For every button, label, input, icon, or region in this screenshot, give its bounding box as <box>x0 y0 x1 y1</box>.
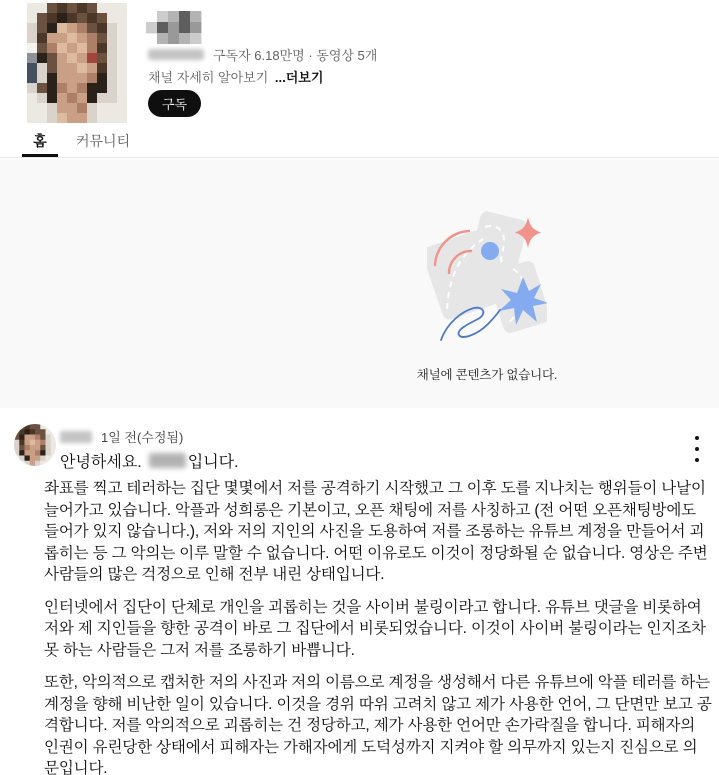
post-header <box>60 427 183 446</box>
channel-avatar[interactable] <box>27 3 127 123</box>
greeting-suffix: 입니다. <box>187 454 239 471</box>
channel-handle-redacted <box>148 49 204 60</box>
post-body <box>44 478 712 775</box>
post-paragraph: 좌표를 찍고 테러하는 집단 몇몇에서 저를 공격하기 시작했고 그 이후 도를 지나치는 행위들이 나날이 늘어가고 있습니다. 악플과 성희롱은 기본이고, 오픈 채팅에 저를 사칭하고 (전 어떤 오픈채팅방에도 들어가 있지 않습니다.), 저와 저의 지인의 사진을 도용하여 저를 조롱하는 유튜브 계정을 만들어서 괴롭히는 등 그 악의는 이루 말할 수 없습니다. 어떤 이유로도 이것이 정당화될 순 없습니다. 영상은 주변 사람들의 많은 걱정으로 인해 전부 내린 상태입니다. <box>44 480 708 583</box>
channel-description-text: 채널 자세히 알아보기 <box>148 70 269 85</box>
channel-description[interactable] <box>148 67 323 86</box>
no-content-illustration <box>427 211 547 353</box>
empty-state <box>412 211 562 383</box>
tab-community[interactable]: 커뮤니티 <box>76 133 131 149</box>
post-author-name-redacted[interactable] <box>60 431 92 443</box>
empty-message: 채널에 콘텐츠가 없습니다. <box>416 368 558 382</box>
post-paragraph: 인터넷에서 집단이 단체로 개인을 괴롭히는 것을 사이버 불링이라고 합니다. 유튜브 댓글을 비롯하여 저와 제 지인들을 향한 공격이 바로 그 집단에서 비롯되었습니다. 이것이 사이버 불링이라는 인지조차 못 하는 사람들은 그저 저를 조롱하기 바쁩니다. <box>44 598 706 659</box>
channel-name-redacted <box>146 11 212 44</box>
post-paragraph: 또한, 악의적으로 캡처한 저의 사진과 저의 이름으로 계정을 생성해서 다른 유튜브에 악플 테러를 하는 계정을 향해 비난한 일이 있습니다. 이것을 경위 따위 고려치 않고 제가 사용한 언어, 그 단면만 보고 공격합니다. 저를 악의적으로 괴롭히는 건 정당하고, 제가 사용한 언어만 손가락질을 합니다. 피해자의 인권이 유린당한 상태에서 피해자는 가해자에게 도덕성까지 지켜야 할 의무까지 있는지 진심으로 의문입니다. <box>44 674 712 775</box>
blue-dot <box>481 242 499 260</box>
post-greeting <box>60 449 239 472</box>
subscriber-count: 구독자 6.18만명 · 동영상 5개 <box>213 47 378 63</box>
subscribe-button[interactable]: 구독 <box>148 90 201 117</box>
channel-content-empty-area <box>0 159 719 408</box>
more-link[interactable]: ...더보기 <box>274 70 324 85</box>
post-timestamp[interactable]: 1일 전(수정됨) <box>101 430 184 445</box>
community-post <box>0 408 719 775</box>
more-options-icon[interactable] <box>692 433 702 465</box>
channel-meta <box>148 46 377 62</box>
post-author-name-inline-redacted <box>149 453 186 468</box>
channel-tabs <box>0 128 719 158</box>
greeting-prefix: 안녕하세요. <box>60 454 142 471</box>
post-author-avatar[interactable] <box>14 424 56 466</box>
tab-home[interactable]: 홈 <box>22 128 58 157</box>
